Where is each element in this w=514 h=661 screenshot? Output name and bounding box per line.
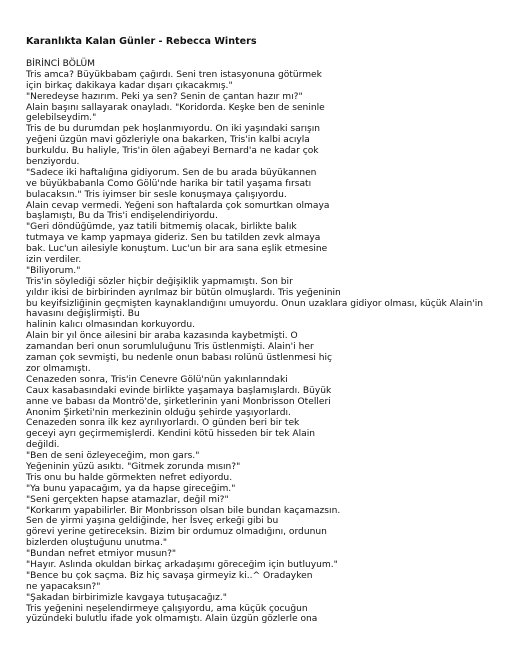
text-line: "Sadece iki haftalığına gidiyorum. Sen de bu arada büyükannen bbox=[26, 167, 317, 178]
text-line: "Bence bu çok saçma. Biz hiç savaşa girmeyiz ki..^ Oradayken bbox=[26, 570, 313, 581]
text-line: Cenazeden sonra ilk kez ayrılıyorlardı. O günden beri bir tek bbox=[26, 418, 300, 429]
text-line: Yeğeninin yüzü asıktı. "Gitmek zorunda mısın?" bbox=[26, 461, 241, 472]
text-line: burkuldu. Bu haliyle, Tris'in ölen ağabeyi Bernard'a ne kadar çok bbox=[26, 146, 319, 157]
text-line: yeğeni üzgün mavi gözleriyle ona bakarken, Tris'in kalbi acıyla bbox=[26, 135, 310, 146]
text-line: "Bundan nefret etmiyor musun?" bbox=[26, 549, 177, 560]
text-line: Cenazeden sonra, Tris'in Cenevre Gölü'nün yakınlarındaki bbox=[26, 374, 288, 385]
text-line: bak. Luc'un ailesiyle konuştum. Luc'un bir ara sana eşlik etmesine bbox=[26, 244, 328, 255]
text-line: benziyordu. bbox=[26, 157, 80, 168]
text-line: başlamıştı, Bu da Tris'i endişelendiriyordu. bbox=[26, 211, 218, 222]
text-line: tutmaya ve kamp yapmaya gideriz. Sen bu tatilden zevk almaya bbox=[26, 233, 321, 244]
text-line: yüzündeki bulutlu ifade yok olmamıştı. Alain üzgün gözlerle ona bbox=[26, 614, 318, 625]
text-line: Caux kasabasındaki evinde birlikte yaşamaya başlamışlardı. Büyük bbox=[26, 385, 332, 396]
text-line: Tris'in söylediği sözler hiçbir değişiklik yapmamıştı. Son bir bbox=[26, 276, 293, 287]
text-line: bizlerden oluştuğunu unutma." bbox=[26, 538, 168, 549]
text-line: ve büyükbabanla Como Gölü'nde harika bir tatil yaşama fırsatı bbox=[26, 178, 312, 189]
document-body bbox=[26, 59, 506, 625]
text-line: havasını değişlirmişti. Bu bbox=[26, 309, 140, 320]
text-line: zamandan beri onun sorumluluğunu Tris üstlenmişti. Alain'i her bbox=[26, 342, 314, 353]
text-line: yıldır ikisi de birbirinden ayrılmaz bir bütün olmuşlardı. Tris yeğeninin bbox=[26, 287, 341, 298]
text-line: anne ve babası da Montrö'de, şirketlerinin yani Monbrisson Otelleri bbox=[26, 396, 331, 407]
text-line: Anonim Şirketi'nin merkezinin olduğu şehirde yaşıyorlardı. bbox=[26, 407, 291, 418]
text-line: Tris yeğenini neşelendirmeye çalışıyordu, ama küçük çocuğun bbox=[26, 603, 308, 614]
text-line: geceyi ayrı geçirmemişlerdi. Kendini kötü hisseden bir tek Alain bbox=[26, 429, 316, 440]
text-line: bu keyifsizliğinin geçmişten kaynaklandığını umuyordu. Onun uzaklara gidiyor olması, küçük Alain'in bbox=[26, 298, 484, 309]
text-line: Tris onu bu halde görmekten nefret ediyordu. bbox=[26, 472, 233, 483]
text-line: "Hayır. Aslında okuldan birkaç arkadaşımı göreceğim için butluyum." bbox=[26, 559, 338, 570]
text-line: zaman çok sevmişti, bu nedenle onun babası rolünü üstlenmesi hiç bbox=[26, 353, 333, 364]
text-line: "Ya bunu yapacağım, ya da hapse gireceğim." bbox=[26, 483, 236, 494]
text-line: "Seni gerçekten hapse atamazlar, değil mi?" bbox=[26, 494, 229, 505]
text-line: izin verdiler. bbox=[26, 255, 82, 266]
text-line: ne yapacaksın?" bbox=[26, 581, 101, 592]
text-line: görevi yerine getireceksin. Bizim bir ordumuz olmadığını, ordunun bbox=[26, 527, 327, 538]
document-title: Karanlıkta Kalan Günler - Rebecca Winters bbox=[26, 36, 257, 47]
text-line: Tris amca? Büyükbabam çağırdı. Seni tren istasyonuna götürmek bbox=[26, 69, 322, 80]
text-line: Alain başını sallayarak onayladı. "Koridorda. Keşke ben de seninle bbox=[26, 102, 325, 113]
text-line: halinin kalıcı olmasından korkuyordu. bbox=[26, 320, 195, 331]
text-line: "Biliyorum." bbox=[26, 265, 81, 276]
text-line: "Ben de seni özleyeceğim, mon gars." bbox=[26, 451, 200, 462]
text-line: Tris de bu durumdan pek hoşlanmıyordu. On iki yaşındaki sarışın bbox=[26, 124, 321, 135]
text-line: Sen de yirmi yaşına geldiğinde, her İsveç erkeği gibi bu bbox=[26, 516, 279, 527]
text-line: "Şakadan birbirimizle kavgaya tutuşacağız." bbox=[26, 592, 227, 603]
text-line: zor olmamıştı. bbox=[26, 363, 91, 374]
text-line: "Geri döndüğümde, yaz tatili bitmemiş olacak, birlikte balık bbox=[26, 222, 297, 233]
text-line: değildi. bbox=[26, 440, 60, 451]
text-line: Alain bir yıl önce ailesini bir araba kazasında kaybetmişti. O bbox=[26, 331, 298, 342]
text-line: Alain cevap vermedi. Yeğeni son haftalarda çok somurtkan olmaya bbox=[26, 200, 330, 211]
text-line: için birkaç dakikaya kadar dışarı çıkacakmış." bbox=[26, 80, 233, 91]
text-line: "Neredeyse hazırım. Peki ya sen? Senin de çantan hazır mı?" bbox=[26, 91, 303, 102]
text-line: "Korkarım yapabilirler. Bir Monbrisson olsan bile bundan kaçamazsın. bbox=[26, 505, 341, 516]
text-line: BİRİNCİ BÖLÜM bbox=[26, 59, 95, 69]
text-line: gelebilseydim." bbox=[26, 113, 97, 124]
text-line: bulacaksın." Tris iyimser bir sesle konuşmaya çalışıyordu. bbox=[26, 189, 287, 200]
